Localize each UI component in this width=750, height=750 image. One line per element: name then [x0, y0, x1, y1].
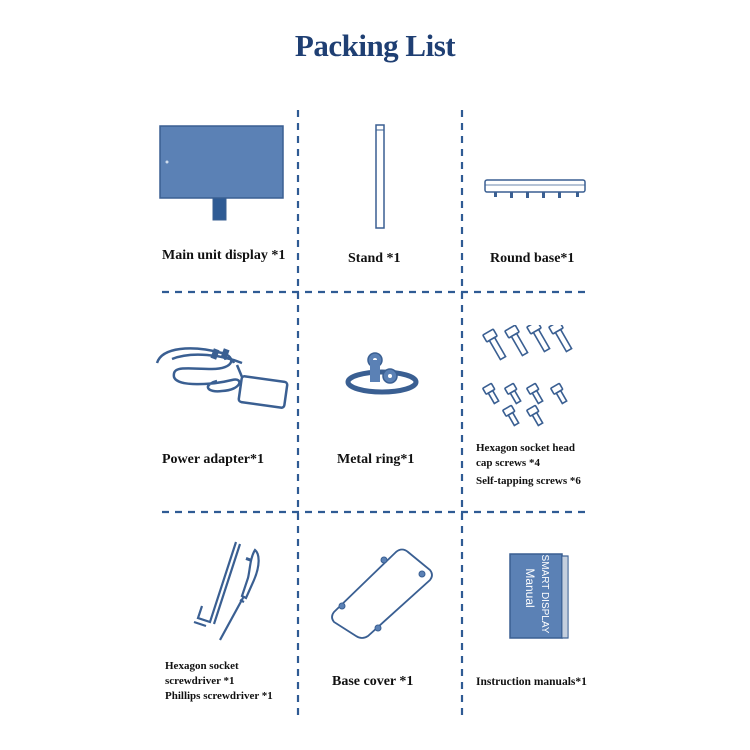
metal-ring-icon — [340, 344, 424, 404]
item-label-round-base: Round base*1 — [490, 251, 575, 266]
screws-icon — [478, 325, 586, 430]
item-label-screwdrivers — [165, 659, 273, 704]
base-cover-icon — [328, 544, 438, 644]
page-title: Packing List — [294, 28, 456, 63]
manual-book-title: SMART DISPLAY — [539, 554, 550, 634]
item-label-screws — [476, 441, 581, 489]
item-label-main-unit: Main unit display *1 — [162, 248, 286, 263]
item-label-metal-ring: Metal ring*1 — [337, 452, 415, 467]
item-label-base-cover: Base cover *1 — [332, 674, 414, 689]
screws-line-3: Self-tapping screws *6 — [476, 475, 581, 487]
stand-rod-icon — [370, 122, 390, 232]
screwdrivers-line-2: screwdriver *1 — [165, 675, 235, 687]
item-label-manual: Instruction manuals*1 — [476, 676, 587, 688]
round-base-icon — [482, 176, 590, 204]
screwdrivers-line-1: Hexagon socket — [165, 660, 239, 672]
item-label-stand: Stand *1 — [348, 251, 401, 266]
power-adapter-icon — [152, 335, 292, 420]
screws-line-2: cap screws *4 — [476, 457, 540, 469]
manual-icon — [504, 550, 574, 642]
manual-book-subtitle: Manual — [523, 568, 537, 608]
item-label-power-adapter: Power adapter*1 — [162, 452, 264, 467]
screws-line-1: Hexagon socket head — [476, 442, 575, 454]
display-icon — [155, 120, 290, 225]
screwdrivers-icon — [162, 536, 272, 646]
screwdrivers-line-3: Phillips screwdriver *1 — [165, 690, 273, 702]
